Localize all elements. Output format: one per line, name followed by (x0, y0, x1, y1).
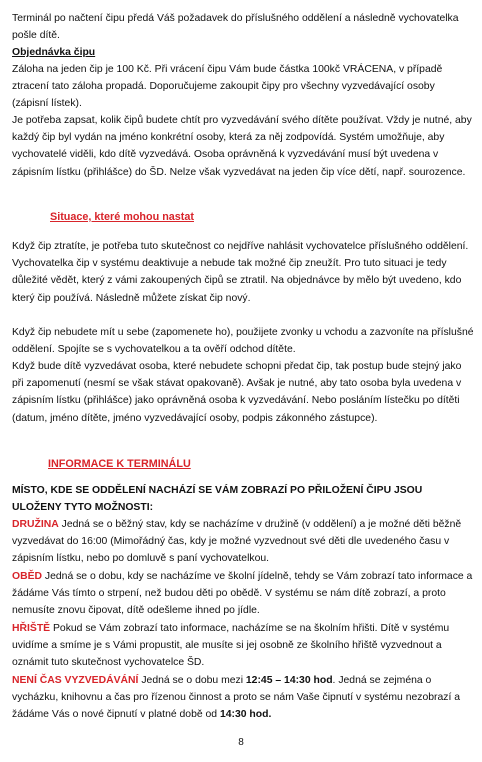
paragraph-nebudete-mit: Když čip nebudete mít u sebe (zapomenete ho), použijete zvonky u vchodu a zazvoníte na příslušné oddělení. Spojíte se s vychovatelkou a ta ověří odchod dítěte. (12, 327, 474, 356)
label-neni-cas: NENÍ ČAS VYZVEDÁVÁNÍ (12, 675, 139, 686)
time-neni-cas: 12:45 – 14:30 hod (245, 675, 333, 686)
paragraph-vyzvedavat: Když bude dítě vyzvedávat osoba, které nebudete schopni předat čip, tak postup bude stejný jako při zapomenutí (nesmí se však stávat opakovaně). Avšak je nutné, aby tato osoba byla uvedena v zápisním lístku (přihlášce) jako oprávněná osoba k vyzvedávání. Nebo posláním lístečku po dítěti (datum, jméno dítěte, jméno vyzvedávající osoby, podpis zákonného zástupce). (12, 361, 462, 424)
paragraph-ztratite: Když čip ztratíte, je potřeba tuto skutečnost co nejdříve nahlásit vychovatelce příslušného oddělení. Vychovatelka čip v systému deaktivuje a nebude tak možné čip zneužít. Pro tuto situaci je tedy důležité vědět, který z vámi zakoupených čipů se ztratil. Na objednávce by mělo být uvedeno, kdo který čip používá. Následně můžete získat čip nový. (12, 241, 469, 304)
page-number: 8 (238, 737, 244, 748)
section-druzina (12, 516, 474, 568)
paragraph-zapsat: Je potřeba zapsat, kolik čipů budete chtít pro vyzvedávání svého dítěte používat. Vždy je nutné, aby každý čip byl vydán na jméno konkrétní osoby, která za něj zodpovídá. Systém umožňuje, aby vychovatelé viděli, kdo dítě vyzvedává. Osoba oprávněná k vyzvedávání musí být uvedena v zápisním lístku (přihlášce) do ŠD. Nelze však vyzvedávat na jeden čip více dětí, např. sourozence. (12, 115, 472, 178)
time-neni-cas-end: 14:30 hod. (219, 709, 272, 721)
section-hriste (12, 620, 474, 672)
section-neni-cas (12, 672, 474, 724)
text-neni-cas-2: . Jedná se zejména o vycházku, knihovnu a čas pro řízenou činnost a proto se nám Vaše čipnutí v systému nezobrazí a žádáme Vás o nové čipnutí v platné době od (12, 675, 460, 721)
paragraph-misto: MÍSTO, KDE SE ODDĚLENÍ NACHÁZÍ SE VÁM ZOBRAZÍ PO PŘILOŽENÍ ČIPU JSOU ULOŽENY TYTO MOŽNOSTI: (12, 485, 423, 514)
label-druzina: DRUŽINA (12, 519, 59, 530)
label-obed: OBĚD (12, 571, 43, 582)
heading-objednavka: Objednávka čipu (12, 47, 96, 58)
heading-informace: INFORMACE K TERMINÁLU (48, 458, 191, 470)
text-neni-cas-1: Jedná se o dobu mezi (138, 675, 246, 686)
section-obed (12, 568, 474, 620)
heading-situace: Situace, které mohou nastat (50, 211, 194, 223)
text-obed: Jedná se o dobu, kdy se nacházíme ve školní jídelně, tehdy se Vám zobrazí tato informace a žádáme Vás tímto o strpení, než budou děti po obědě. V systému se nám dítě zobrazí, a proto nemusíte znovu čipovat, dítě odešleme ihned po jídle. (12, 571, 473, 617)
paragraph-objednavka: Záloha na jeden čip je 100 Kč. Při vrácení čipu Vám bude částka 100kč VRÁCENA, v případě ztracení tato záloha propadá. Doporučujeme zakoupit čipy pro všechny vyzvedávající osoby (zápisní lístek). (12, 64, 443, 110)
text-hriste: Pokud se Vám zobrazí tato informace, nacházíme se na školním hřišti. Dítě v systému uvidíme a smíme je s Vámi propustit, ale musíte si jej osobně ze školního hřiště vyzvednout a oznámit tuto skutečnost vychovatelce ŠD. (12, 623, 450, 669)
label-hriste: HŘIŠTĚ (12, 623, 51, 634)
text-druzina: Jedná se o běžný stav, kdy se nacházíme v družině (v oddělení) a je možné děti běžně vyzvedávat do 16:00 (Mimořádný čas, kdy je možné vyzvednout své děti dle uvedeného času v zápisním lístku, nebo po domluvě s paní vychovatelkou. (12, 519, 462, 565)
paragraph-intro: Terminál po načtení čipu předá Váš požadavek do příslušného oddělení a následně vychovatelka pošle dítě. (12, 13, 459, 42)
